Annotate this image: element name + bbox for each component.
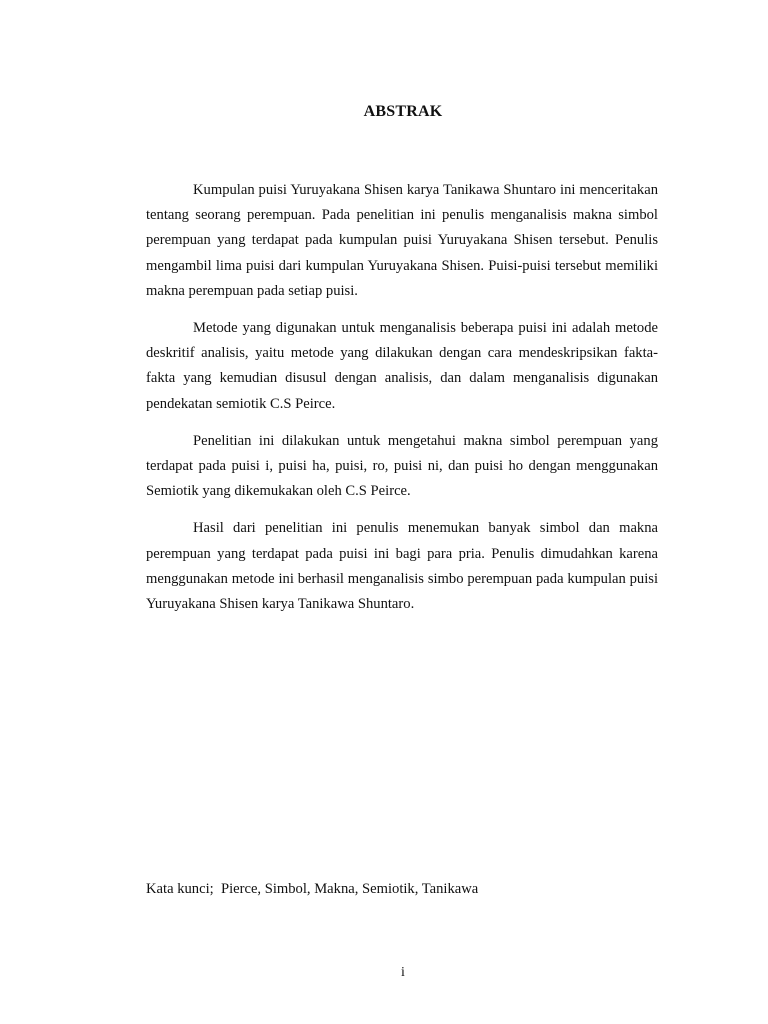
page-title: ABSTRAK	[363, 103, 443, 120]
keywords-line: Kata kunci; Pierce, Simbol, Makna, Semiotik, Tanikawa	[146, 881, 479, 897]
abstract-paragraph-2: Metode yang digunakan untuk menganalisis beberapa puisi ini adalah metode deskritif analisis, yaitu metode yang dilakukan dengan cara mendeskripsikan fakta-fakta yang kemudian disusul dengan analisis, dan dalam menganalisis digunakan pendekatan semiotik C.S Peirce.	[146, 320, 658, 412]
abstract-paragraph-3: Penelitian ini dilakukan untuk mengetahui makna simbol perempuan yang terdapat pada puisi i, puisi ha, puisi, ro, puisi ni, dan puisi ho dengan menggunakan Semiotik yang dikemukakan oleh C.S Peirce.	[146, 432, 658, 500]
page-number: i	[401, 965, 405, 980]
abstract-body	[146, 178, 658, 629]
abstract-paragraph-4: Hasil dari penelitian ini penulis menemukan banyak simbol dan makna perempuan yang terdapat pada puisi ini bagi para pria. Penulis dimudahkan karena menggunakan metode ini berhasil menganalisis simbo perempuan pada kumpulan puisi Yuruyakana Shisen karya Tanikawa Shuntaro.	[146, 520, 658, 613]
abstract-paragraph-1: Kumpulan puisi Yuruyakana Shisen karya Tanikawa Shuntaro ini menceritakan tentang seorang perempuan. Pada penelitian ini penulis menganalisis makna simbol perempuan yang terdapat pada kumpulan puisi Yuruyakana Shisen tersebut. Penulis mengambil lima puisi dari kumpulan Yuruyakana Shisen. Puisi-puisi tersebut memiliki makna perempuan pada setiap puisi.	[146, 182, 658, 299]
